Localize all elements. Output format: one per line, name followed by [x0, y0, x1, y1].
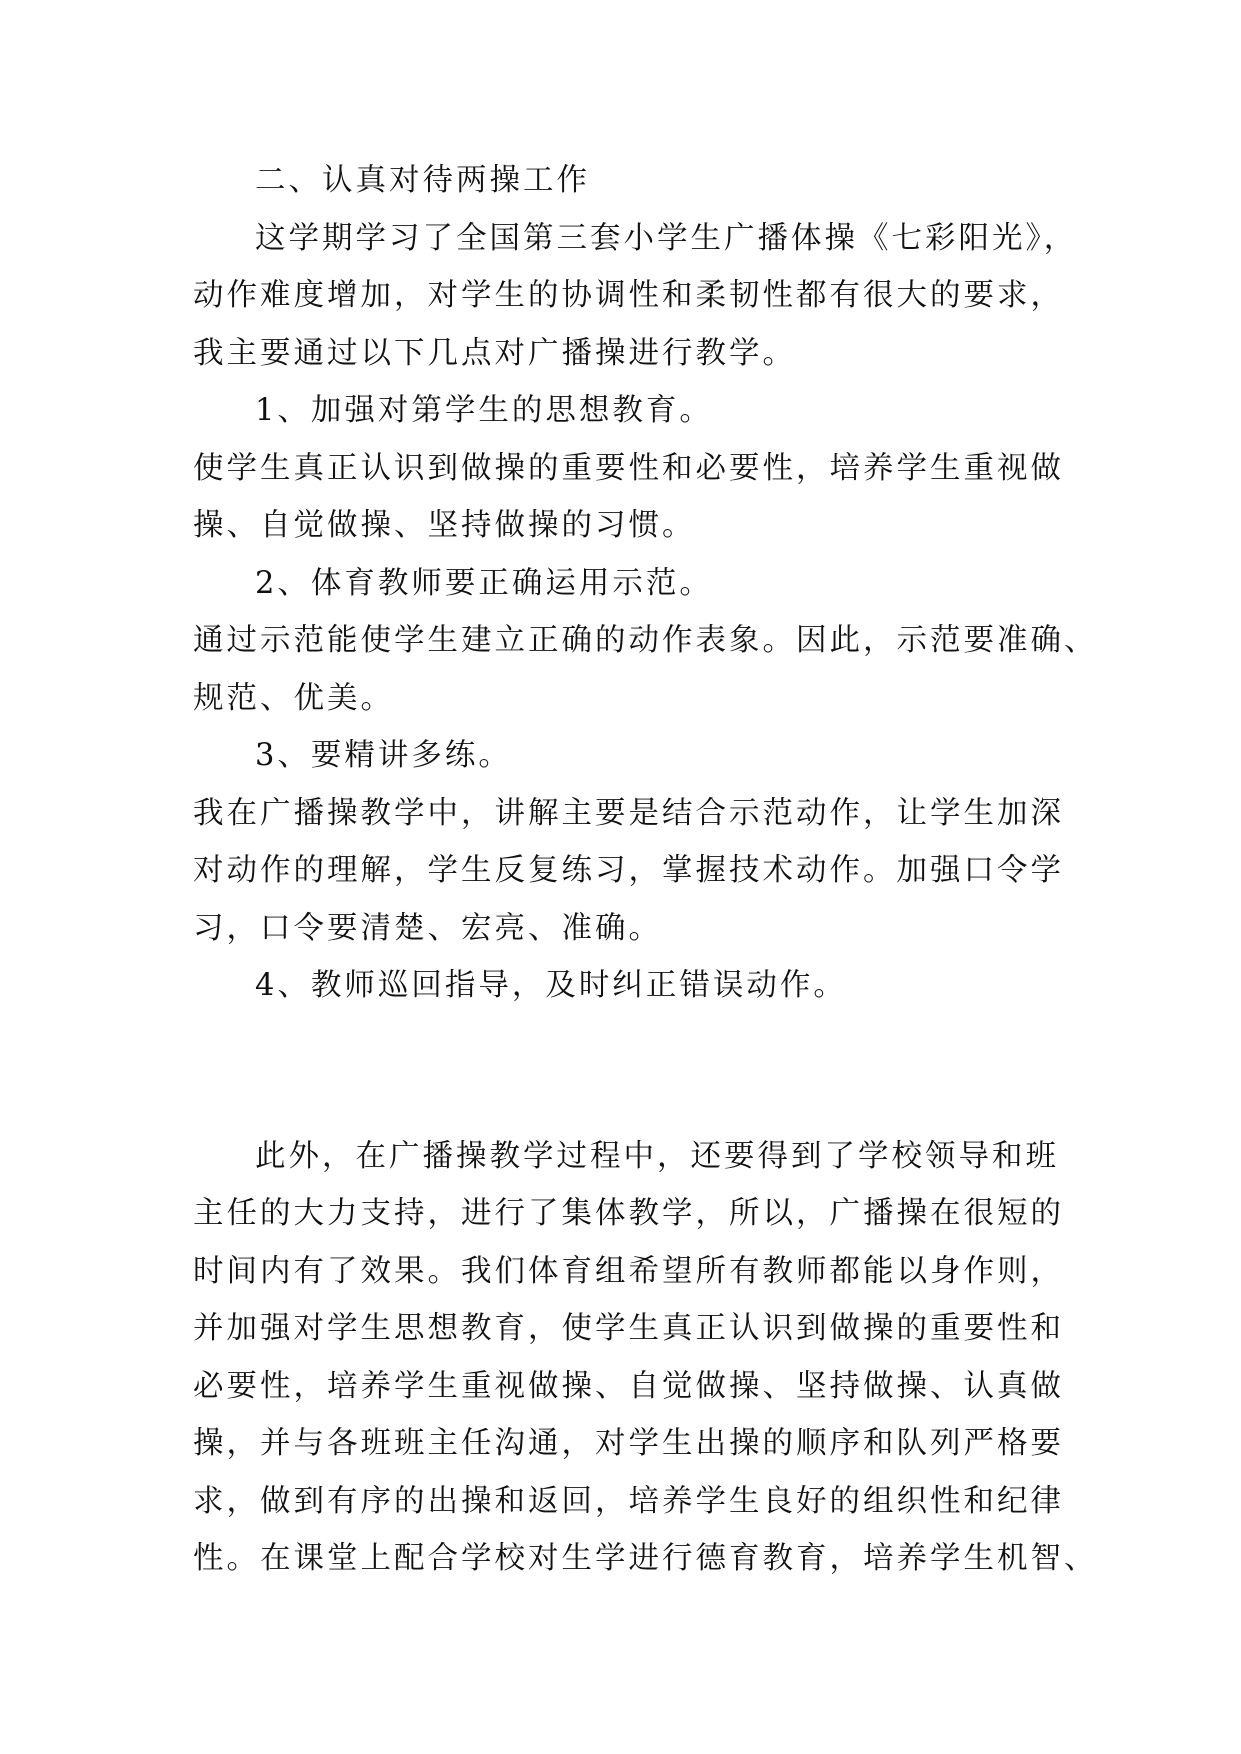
- point-2-heading: 2、体育教师要正确运用示范。: [255, 565, 713, 601]
- point-1-body-line: 操、自觉做操、坚持做操的习惯。: [193, 508, 696, 543]
- closing-line: 并加强对学生思想教育，使学生真正认识到做操的重要性和: [193, 1311, 1064, 1346]
- point-1-body-line: 使学生真正认识到做操的重要性和必要性，培养学生重视做: [193, 450, 1064, 486]
- point-4-heading: 4、教师巡回指导，及时纠正错误动作。: [255, 968, 847, 1003]
- intro-line: 动作难度增加，对学生的协调性和柔韧性都有很大的要求，: [193, 278, 1064, 313]
- closing-line: 此外，在广播操教学过程中，还要得到了学校领导和班: [255, 1138, 1059, 1174]
- point-2-body-line: 规范、优美。: [193, 680, 394, 716]
- closing-line: 时间内有了效果。我们体育组希望所有教师都能以身作则，: [193, 1253, 1064, 1289]
- intro-line: 我主要通过以下几点对广播操进行教学。: [193, 335, 796, 371]
- closing-line: 操，并与各班班主任沟通，对学生出操的顺序和队列严格要: [193, 1426, 1064, 1461]
- closing-line: 求，做到有序的出操和返回，培养学生良好的组织性和纪律: [193, 1483, 1064, 1519]
- point-3-body-line: 习，口令要清楚、宏亮、准确。: [193, 910, 662, 946]
- point-3-body-line: 对动作的理解，学生反复练习，掌握技术动作。加强口令学: [193, 853, 1064, 888]
- intro-line: 这学期学习了全国第三套小学生广播体操《七彩阳光》，: [255, 220, 1078, 256]
- point-3-heading: 3、要精讲多练。: [255, 738, 512, 773]
- paragraph-spacer: [193, 1015, 1073, 1128]
- document-body: [193, 152, 1098, 1588]
- closing-line: 主任的大力支持，进行了集体教学，所以，广播操在很短的: [193, 1196, 1064, 1231]
- point-1-heading: 1、加强对第学生的思想教育。: [255, 393, 713, 428]
- closing-line: 必要性，培养学生重视做操、自觉做操、坚持做操、认真做: [193, 1368, 1064, 1404]
- section-heading: 二、认真对待两操工作: [255, 163, 590, 198]
- point-3-body-line: 我在广播操教学中，讲解主要是结合示范动作，让学生加深: [193, 795, 1064, 831]
- point-2-body-line: 通过示范能使学生建立正确的动作表象。因此，示范要准确、: [193, 623, 1098, 658]
- closing-line: 性。在课堂上配合学校对生学进行德育教育，培养学生机智、: [193, 1541, 1098, 1576]
